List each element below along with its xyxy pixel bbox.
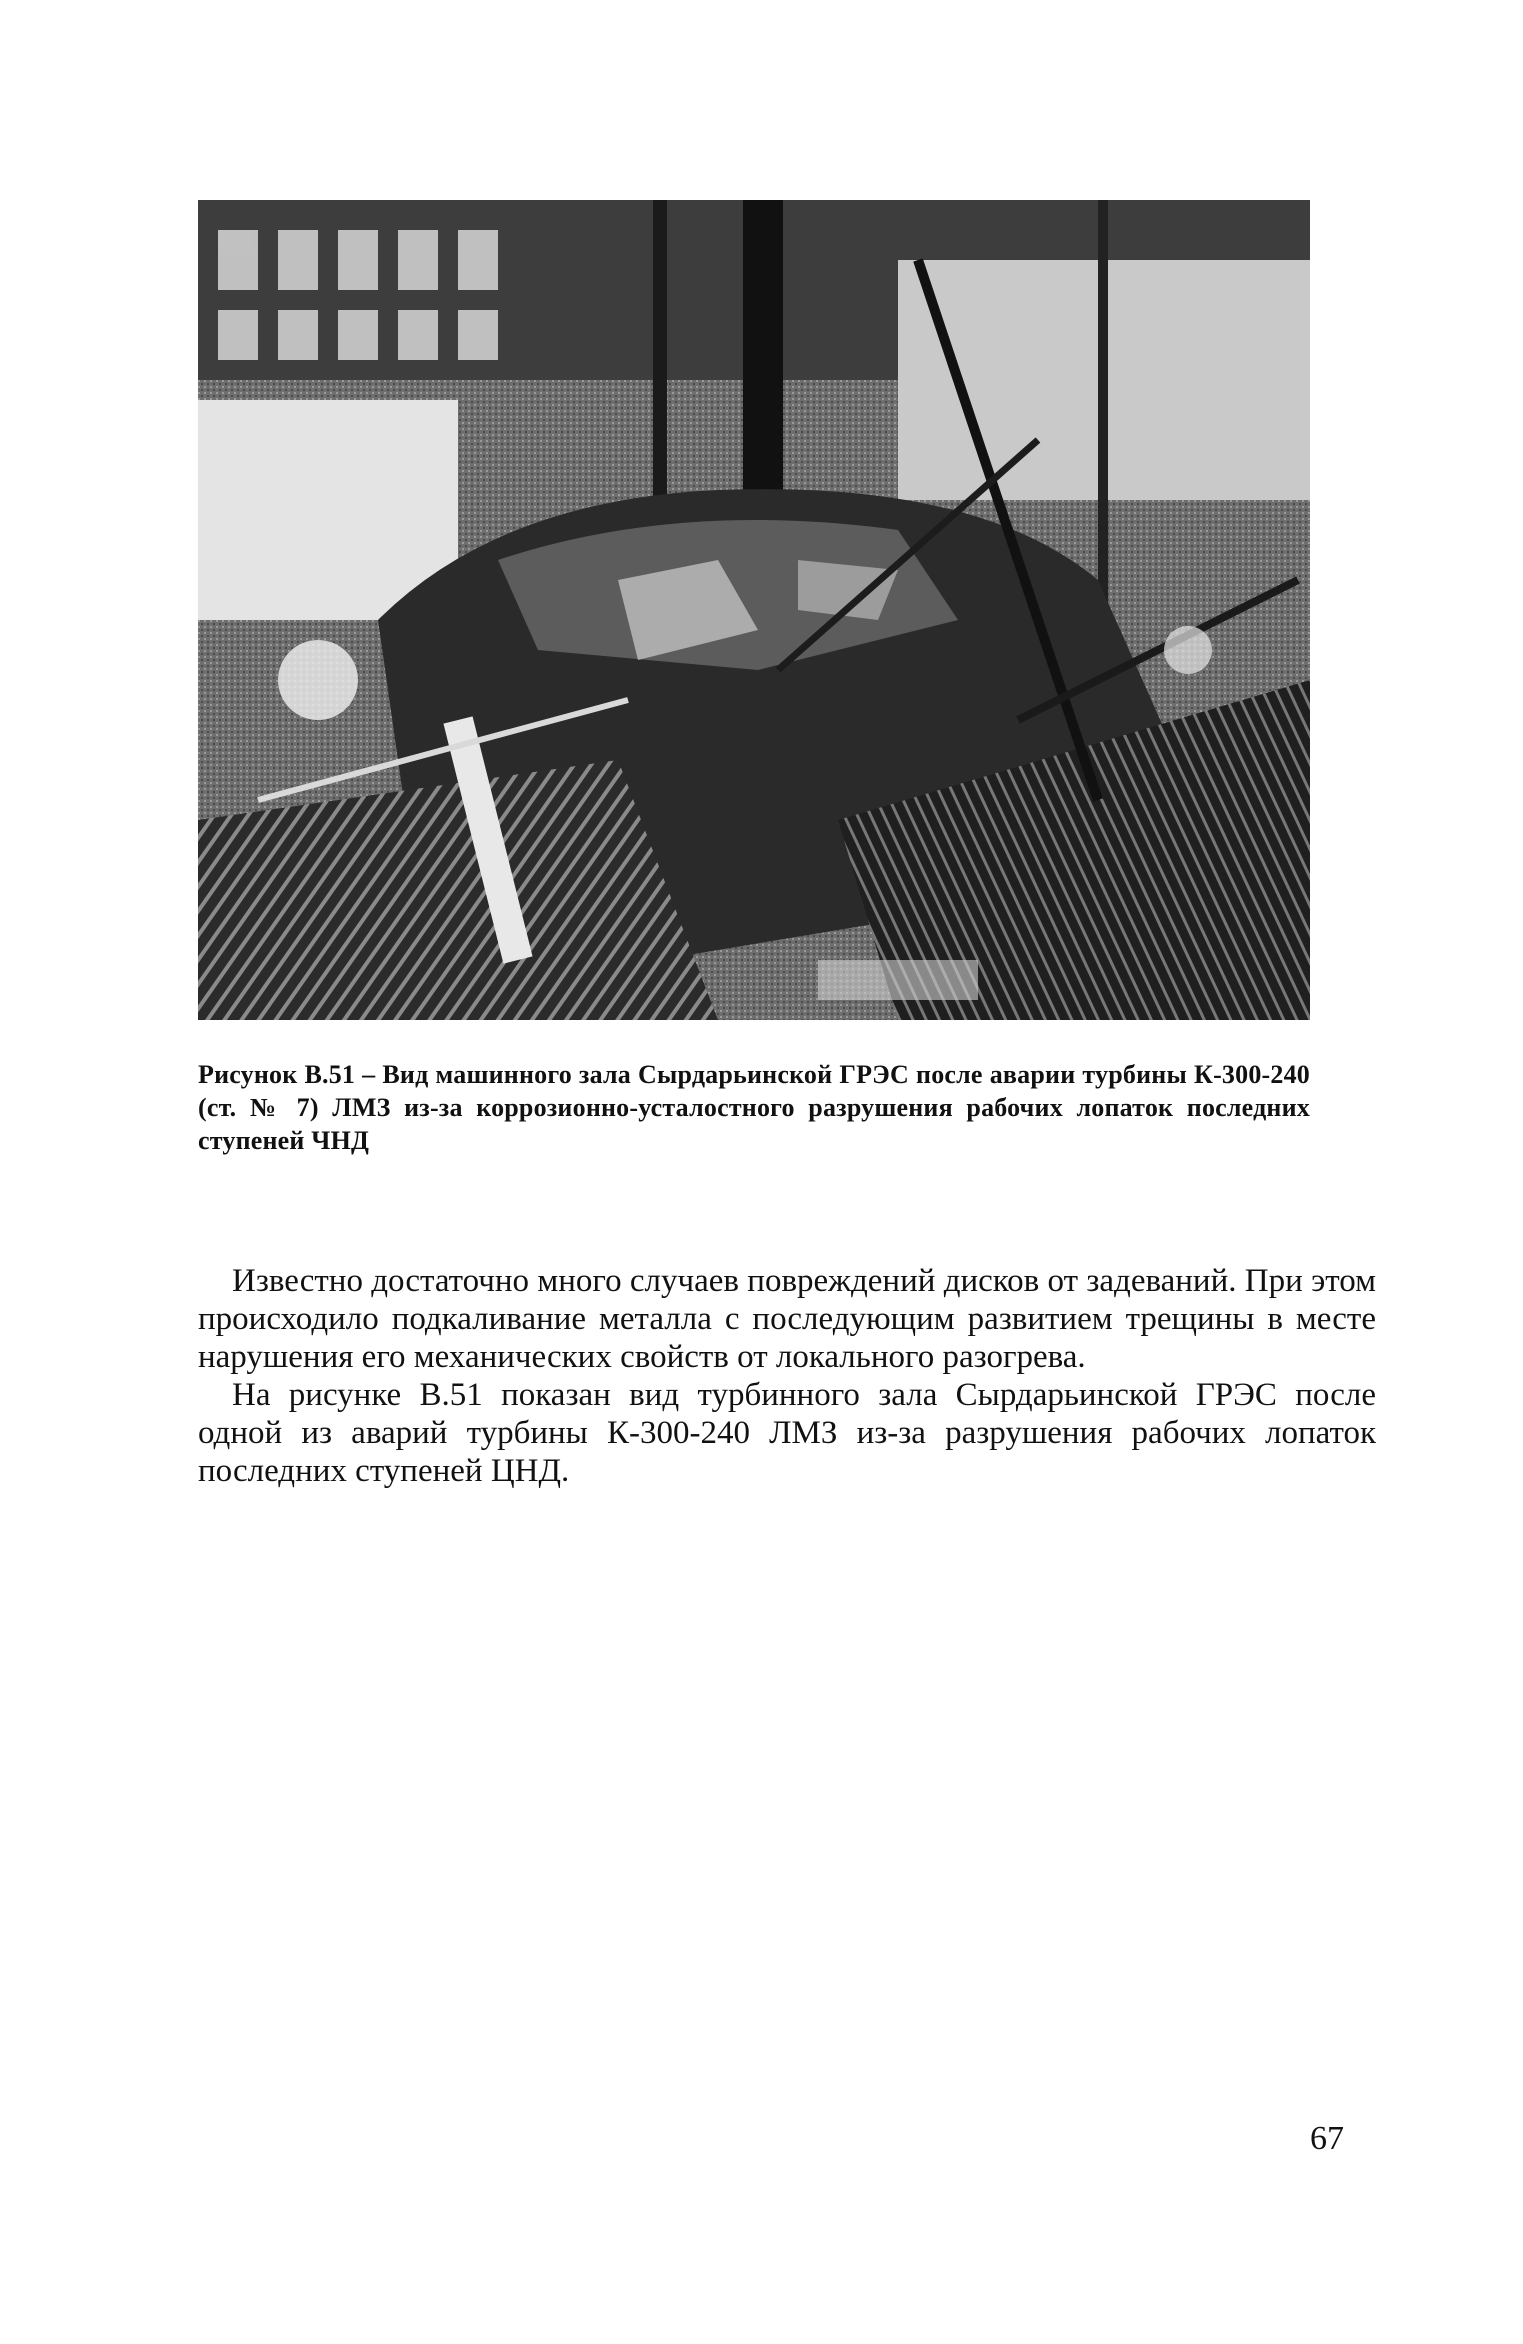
- paragraph: Известно достаточно много случаев повреждений дисков от задеваний. При этом происходило подкаливание металла с последующим развитием трещины в месте нарушения его механических свойств от локального разогрева.: [198, 1263, 1376, 1375]
- page-number: 67: [1310, 2120, 1344, 2157]
- body-text: [198, 1262, 1376, 1490]
- turbine-hall-photo: [198, 200, 1310, 1020]
- paragraph: На рисунке В.51 показан вид турбинного зала Сырдарьинской ГРЭС после одной из аварий турбины К-300-240 ЛМЗ из-за разрушения рабочих лопаток последних ступеней ЦНД.: [198, 1377, 1376, 1489]
- figure-caption: Рисунок В.51 – Вид машинного зала Сырдарьинской ГРЭС после аварии турбины К-300-240 (ст. № 7) ЛМЗ из-за коррозионно-усталостного разрушения рабочих лопаток последних ступеней ЧНД: [198, 1060, 1310, 1155]
- figure-photo: [198, 200, 1310, 1020]
